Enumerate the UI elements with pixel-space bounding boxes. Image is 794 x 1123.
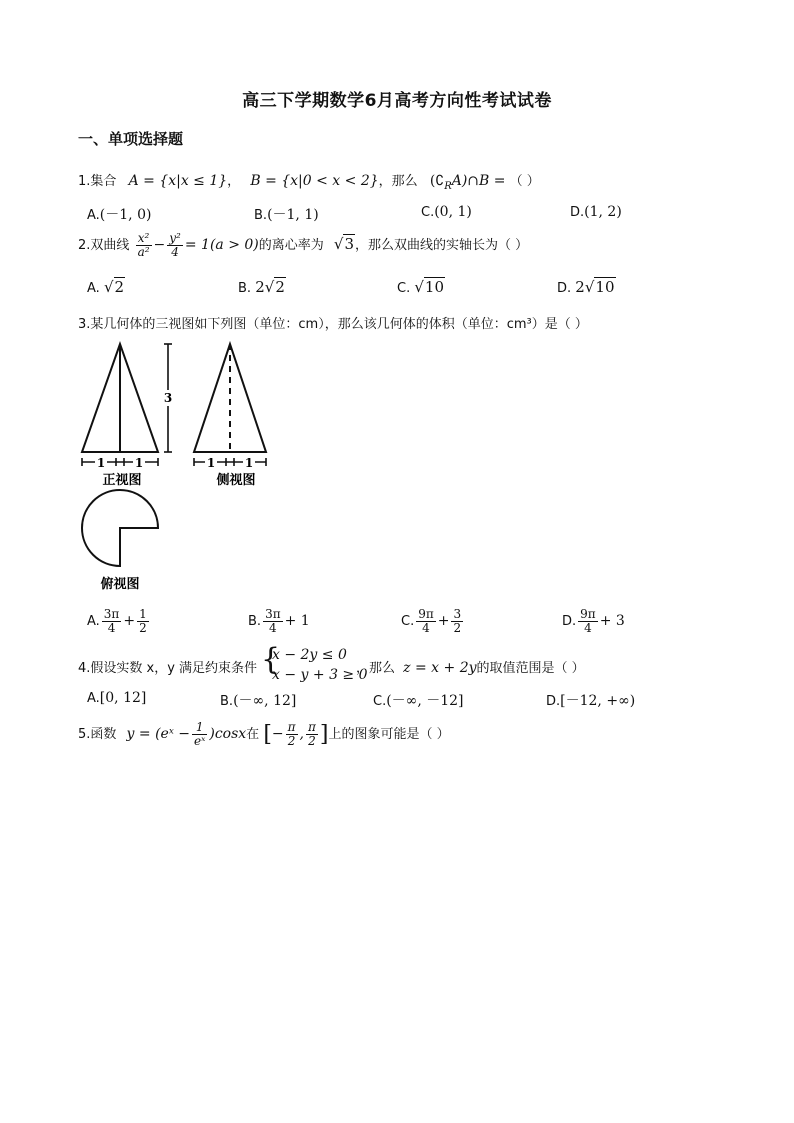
q1-then: ，那么	[378, 174, 418, 189]
q5-interval-lower: $\frac{\pi}{2}$	[287, 720, 296, 748]
question-2	[78, 232, 528, 259]
q5-interval-upper: $\frac{\pi}{2}$	[308, 720, 316, 748]
q2-tail: ，那么双曲线的实轴长为（ ）	[355, 238, 529, 253]
q4-tail: 的取值范围是（ ）	[476, 661, 585, 676]
q2-fraction-x: $\frac{\text{x²}}{\text{a²}}$	[137, 231, 150, 259]
side-base-label-2: 1	[244, 456, 254, 470]
q3-option-d[interactable]: D. $\frac{9\pi}{4}$ + 3	[562, 607, 625, 635]
q1-comma: ，	[227, 174, 241, 189]
q2-fraction-y: $\frac{\text{y²}}{4}$	[169, 231, 181, 259]
question-3: 3.某几何体的三视图如下列图（单位：cm），那么该几何体的体积（单位：cm³）是（ ）	[78, 317, 588, 332]
q5-function-part-b: )cosx	[209, 726, 247, 742]
q2-option-c[interactable]: C. √10	[397, 278, 445, 296]
q4-constraint-1: x − 2y ≤ 0	[272, 647, 347, 663]
q1-option-b[interactable]: B.(－1, 1)	[254, 207, 319, 223]
q4-option-d[interactable]: D.[－12, +∞)	[546, 693, 636, 709]
side-view-caption: 侧视图	[216, 473, 256, 488]
q4-mid: ，那么	[356, 661, 396, 676]
q5-interval-open: [	[263, 722, 272, 747]
front-base-label-1: 1	[96, 456, 106, 470]
question-4-lead: 4.假设实数 x，y 满足约束条件	[78, 661, 258, 676]
q4-option-a[interactable]: A.[0, 12]	[87, 690, 147, 706]
q1-set-b: B = {x|0 < x < 2}	[250, 173, 379, 189]
q3-option-c[interactable]: C. $\frac{9\pi}{4}$ + $\frac{3}{2}$	[401, 607, 462, 635]
top-view-caption: 俯视图	[100, 577, 140, 592]
question-4-tail	[356, 657, 585, 676]
q5-in: 在	[246, 727, 260, 742]
question-5	[78, 721, 450, 748]
q1-number: 1.	[78, 174, 91, 189]
q1-lead: 集合	[90, 174, 117, 189]
q1-expression: $(∁_RA)\cap B$ =	[429, 173, 506, 192]
q5-fraction: $\frac{1}{\text{eˣ}}$	[193, 720, 206, 748]
q2-option-b[interactable]: B. 2√2	[238, 278, 285, 296]
q3-option-b[interactable]: B. $\frac{3\pi}{4}$ + 1	[248, 607, 310, 635]
q2-minus: −	[153, 237, 166, 253]
q5-interval-minus: −	[271, 726, 284, 742]
front-base-label-2: 1	[134, 456, 144, 470]
q4-option-b[interactable]: B.(－∞, 12]	[220, 693, 297, 709]
side-view	[194, 344, 266, 452]
q5-interval-comma: ,	[299, 726, 304, 742]
q1-answer-blank: （ ）	[509, 174, 540, 189]
q1-option-d[interactable]: D.(1, 2)	[570, 204, 622, 220]
q4-constraint-2: x − y + 3 ≥ 0	[272, 667, 368, 683]
front-view	[82, 344, 158, 452]
q2-equation-rhs: = 1(a > 0)	[184, 237, 259, 253]
page-title: 高三下学期数学6月高考方向性考试试卷	[242, 91, 552, 111]
q1-option-a[interactable]: A.(－1, 0)	[87, 207, 152, 223]
q2-number: 2.	[78, 238, 91, 253]
q5-lead: 5.函数	[78, 727, 117, 742]
q1-set-a: A = {x|x ≤ 1}	[128, 173, 228, 189]
q5-tail: 上的图象可能是（ ）	[328, 727, 450, 742]
q5-interval-close: ]	[319, 722, 329, 747]
q2-lead: 双曲线	[90, 238, 130, 253]
question-1	[78, 170, 540, 192]
q4-brace: {	[261, 642, 281, 677]
q2-sqrt-value: √3	[333, 235, 355, 253]
q5-function-part-a: y = (eˣ −	[126, 726, 190, 742]
q1-option-c[interactable]: C.(0, 1)	[421, 204, 472, 220]
q2-option-a[interactable]: A. √2	[87, 278, 125, 296]
q2-mid-text: 的离心率为	[258, 238, 324, 253]
three-view-figure	[76, 336, 276, 596]
side-base-dimension	[194, 458, 266, 466]
front-base-dimension	[82, 458, 158, 466]
q2-option-d[interactable]: D. 2√10	[557, 278, 615, 296]
q3-option-a[interactable]: A. $\frac{3\pi}{4}$ + $\frac{1}{2}$	[87, 607, 147, 635]
top-view	[82, 490, 158, 566]
side-base-label-1: 1	[206, 456, 216, 470]
front-view-caption: 正视图	[102, 473, 142, 488]
q4-objective: z = x + 2y	[403, 660, 477, 676]
q4-option-c[interactable]: C.(－∞, －12]	[373, 693, 464, 709]
section-heading: 一、单项选择题	[78, 130, 184, 148]
q4-constraints	[272, 645, 368, 685]
height-label: 3	[163, 391, 173, 405]
